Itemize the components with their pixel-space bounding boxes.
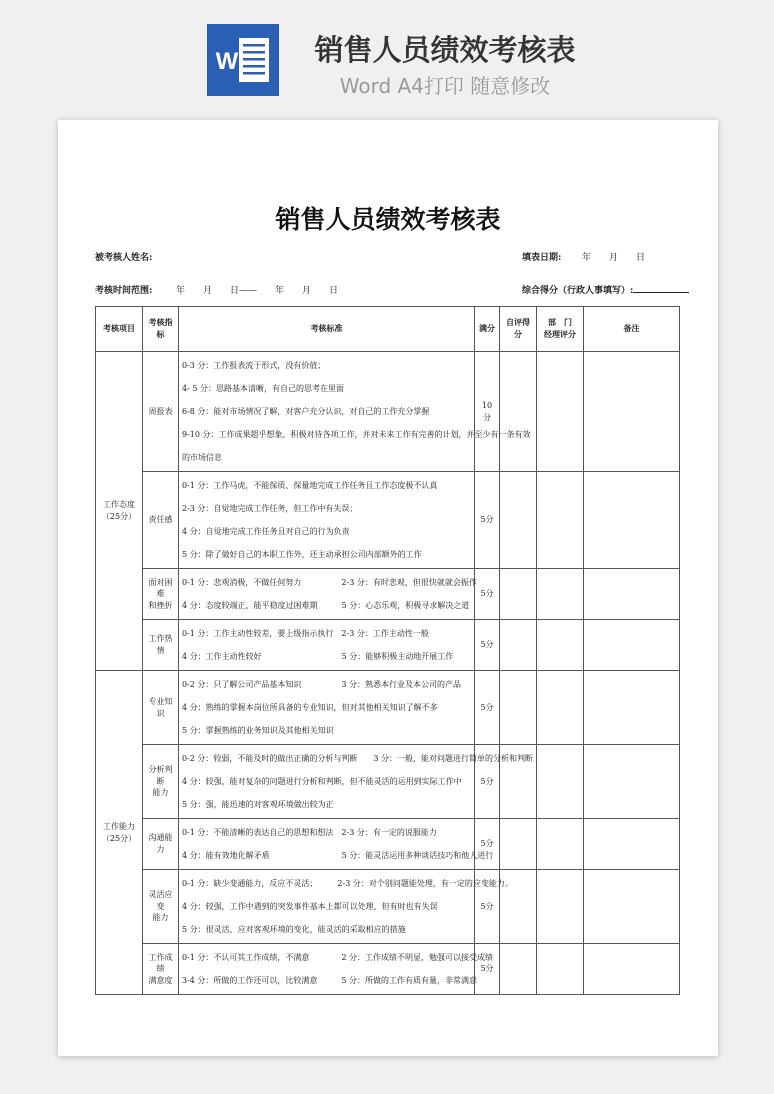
- criteria-line: 0-2 分：只了解公司产品基本知识 3 分：熟悉本行业及本公司的产品: [182, 680, 462, 689]
- criteria-line: 4 分：态度较端正，能平稳度过困难期 5 分：心态乐观，积极寻求解决之道: [182, 601, 470, 610]
- full-score-cell: 5分: [475, 745, 500, 819]
- dept-score-input-cell[interactable]: [537, 620, 584, 671]
- banner-subtitle: Word A4打印 随意修改: [339, 74, 551, 98]
- criteria-line: 的市场信息: [182, 453, 222, 462]
- criteria-line: 4 分：自觉地完成工作任务且对自己的行为负责: [182, 527, 350, 536]
- period-label: 考核时间范围:: [95, 286, 153, 296]
- evaluation-table: [95, 306, 680, 995]
- indicator-cell: [143, 870, 179, 944]
- remark-input-cell[interactable]: [584, 944, 680, 995]
- remark-input-cell[interactable]: [584, 352, 680, 472]
- indicator-name: 工作热情: [148, 634, 173, 655]
- indicator-name: 沟通能力: [148, 833, 173, 854]
- assessment-item-name: 工作能力: [103, 821, 135, 831]
- criteria-line: 2-3 分：自觉地完成工作任务，但工作中有失误；: [182, 504, 358, 513]
- indicator-cell: [143, 745, 179, 819]
- indicator-name: 灵活应变: [148, 890, 173, 911]
- table-row: [96, 569, 680, 620]
- indicator-name: 和挫折: [148, 600, 173, 610]
- full-score-cell: 10分: [475, 352, 500, 472]
- self-score-input-cell[interactable]: [500, 352, 537, 472]
- indicator-name: 面对困难: [148, 577, 173, 599]
- remark-input-cell[interactable]: [584, 745, 680, 819]
- indicator-cell: [143, 671, 179, 745]
- criteria-line: 9-10 分：工作成果超乎想象，积极对待各项工作，并对未来工作有完善的计划，并至少有一条有效: [182, 430, 531, 439]
- dept-score-input-cell[interactable]: [537, 870, 584, 944]
- header-dept-score-line2: 经理评分: [544, 329, 576, 339]
- criteria-line: 0-2 分：较弱，不能及时的做出正确的分析与判断 3 分：一般，能对问题进行简单的分析和判断: [182, 754, 534, 763]
- assessment-item-cell: [96, 671, 143, 995]
- header-criteria: 考核标准: [179, 307, 475, 352]
- fill-date-label: 填表日期:: [522, 253, 562, 263]
- dept-score-input-cell[interactable]: [537, 944, 584, 995]
- indicator-cell: [143, 472, 179, 569]
- criteria-cell: [179, 352, 531, 472]
- svg-text:W: W: [215, 48, 239, 75]
- indicator-name: 专业知识: [148, 696, 173, 718]
- total-score-blank[interactable]: [633, 284, 689, 293]
- table-row: [96, 352, 680, 472]
- self-score-input-cell[interactable]: [500, 671, 537, 745]
- table-row: [96, 745, 680, 819]
- remark-input-cell[interactable]: [584, 620, 680, 671]
- indicator-name: 能力: [152, 913, 169, 923]
- document-page: [58, 120, 718, 1056]
- criteria-line: 5 分：很灵活，应对客观环境的变化，能灵活的采取相应的措施: [182, 925, 406, 934]
- table-row: [96, 671, 680, 745]
- table-row: [96, 620, 680, 671]
- criteria-line: 0-3 分：工作报表流于形式，没有价值；: [182, 361, 326, 370]
- indicator-cell: [143, 620, 179, 671]
- dept-score-input-cell[interactable]: [537, 352, 584, 472]
- full-score-cell: 5分: [475, 870, 500, 944]
- remark-input-cell[interactable]: [584, 472, 680, 569]
- full-score-cell: 5分: [475, 569, 500, 620]
- indicator-name: 能力: [152, 788, 169, 798]
- criteria-line: 0-1 分：缺少变通能力，反应不灵活； 2-3 分：对个别问题能处理，有一定的应变能力。: [182, 879, 513, 888]
- table-header-row: [96, 307, 680, 352]
- criteria-cell: [179, 819, 494, 870]
- criteria-line: 0-1 分：不能清晰的表达自己的思想和想法 2-3 分：有一定的说服能力: [182, 828, 437, 837]
- indicator-cell: [143, 944, 179, 995]
- indicator-name: 周报表: [148, 406, 173, 416]
- criteria-line: 4 分：能有效地化解矛盾 5 分：能灵活运用多种谈话技巧和他人进行: [182, 851, 494, 860]
- remark-input-cell[interactable]: [584, 671, 680, 745]
- indicator-name: 满意度: [148, 975, 173, 985]
- table-row: [96, 472, 680, 569]
- remark-input-cell[interactable]: [584, 569, 680, 620]
- criteria-cell: [179, 472, 475, 569]
- assessment-item-name: 工作态度: [103, 500, 135, 510]
- indicator-cell: [143, 352, 179, 472]
- banner-title: 销售人员绩效考核表: [314, 33, 576, 67]
- header-indicator: 考核指标: [143, 307, 179, 352]
- assessee-name-label: 被考核人姓名:: [95, 253, 153, 263]
- criteria-line: 3-4 分：所做的工作还可以，比较满意 5 分：所做的工作有质有量，非常满意: [182, 976, 478, 985]
- dept-score-input-cell[interactable]: [537, 671, 584, 745]
- table-row: [96, 870, 680, 944]
- criteria-cell: [179, 745, 534, 819]
- fill-date-value: 年 月 日: [582, 253, 646, 263]
- document-title: 销售人员绩效考核表: [275, 205, 501, 234]
- indicator-cell: [143, 569, 179, 620]
- assessment-item-points: （25分）: [101, 512, 137, 521]
- header-remark: 备注: [584, 307, 680, 352]
- dept-score-input-cell[interactable]: [537, 569, 584, 620]
- criteria-cell: [179, 870, 513, 944]
- period-value: 年 月 日—— 年 月 日: [176, 286, 339, 296]
- self-score-input-cell[interactable]: [500, 819, 537, 870]
- header-dept-score-line1: 部 门: [548, 317, 572, 328]
- criteria-line: 4 分：熟练的掌握本岗位所具备的专业知识，但对其他相关知识了解不多: [182, 703, 438, 712]
- criteria-line: 0-1 分：工作马虎，不能保质、保量地完成工作任务且工作态度极不认真: [182, 481, 438, 490]
- header-item: 考核项目: [96, 307, 143, 352]
- total-score-field: [522, 283, 689, 296]
- banner: [0, 0, 774, 110]
- table-body: [96, 352, 680, 995]
- word-logo-icon: [207, 24, 279, 96]
- remark-input-cell[interactable]: [584, 870, 680, 944]
- dept-score-input-cell[interactable]: [537, 745, 584, 819]
- full-score-cell: 5分: [475, 472, 500, 569]
- header-dept-score: [537, 307, 584, 352]
- full-score-cell: 5分: [475, 671, 500, 745]
- indicator-name: 责任感: [148, 515, 173, 525]
- criteria-line: 5 分：除了做好自己的本职工作外，还主动承担公司内部额外的工作: [182, 550, 422, 559]
- full-score-cell: 5分: [475, 944, 500, 995]
- criteria-line: 0-1 分：工作主动性较差，要上级指示执行 2-3 分：工作主动性一般: [182, 629, 429, 638]
- criteria-line: 6-8 分：能对市场情况了解，对客户充分认识，对自己的工作充分掌握: [182, 407, 430, 416]
- header-self-score: 自评得分: [500, 307, 537, 352]
- header-full-score: 满分: [475, 307, 500, 352]
- criteria-line: 5 分：掌握熟练的业务知识及其他相关知识: [182, 726, 334, 735]
- table-row: [96, 944, 680, 995]
- self-score-input-cell[interactable]: [500, 569, 537, 620]
- self-score-input-cell[interactable]: [500, 620, 537, 671]
- criteria-line: 0-1 分：悲观消极，不做任何努力 2-3 分：有时悲观，但很快就就会振作: [182, 578, 477, 587]
- criteria-cell: [179, 569, 475, 620]
- self-score-input-cell[interactable]: [500, 472, 537, 569]
- criteria-line: 4 分：工作主动性较好 5 分：能够积极主动地开展工作: [182, 652, 454, 661]
- criteria-line: 5 分：强，能迅速的对客观环境做出较为正: [182, 800, 334, 809]
- criteria-cell: [179, 944, 494, 995]
- assessment-item-cell: [96, 352, 143, 671]
- assessment-item-points: （25分）: [101, 833, 137, 843]
- full-score-cell: 5分: [475, 819, 500, 870]
- criteria-line: 4 分：较强，工作中遇到的突发事件基本上都可以处理，但有时也有失误: [182, 902, 438, 911]
- criteria-line: 0-1 分：不认可其工作成绩，不满意 2 分：工作成绩不明显，勉强可以接受成绩: [182, 953, 494, 962]
- criteria-line: 4 分：较强，能对复杂的问题进行分析和判断，但不能灵活的运用到实际工作中: [182, 777, 462, 786]
- indicator-name: 工作成绩: [148, 952, 173, 974]
- full-score-cell: 5分: [475, 620, 500, 671]
- indicator-name: 分析判断: [148, 765, 173, 786]
- remark-input-cell[interactable]: [584, 819, 680, 870]
- total-score-label: 综合得分（行政人事填写）:: [522, 286, 634, 296]
- criteria-line: 4- 5 分：思路基本清晰，有自己的思考在里面: [182, 384, 344, 393]
- self-score-input-cell[interactable]: [500, 944, 537, 995]
- dept-score-input-cell[interactable]: [537, 472, 584, 569]
- indicator-cell: [143, 819, 179, 870]
- table-row: [96, 819, 680, 870]
- criteria-cell: [179, 620, 475, 671]
- dept-score-input-cell[interactable]: [537, 819, 584, 870]
- criteria-cell: [179, 671, 475, 745]
